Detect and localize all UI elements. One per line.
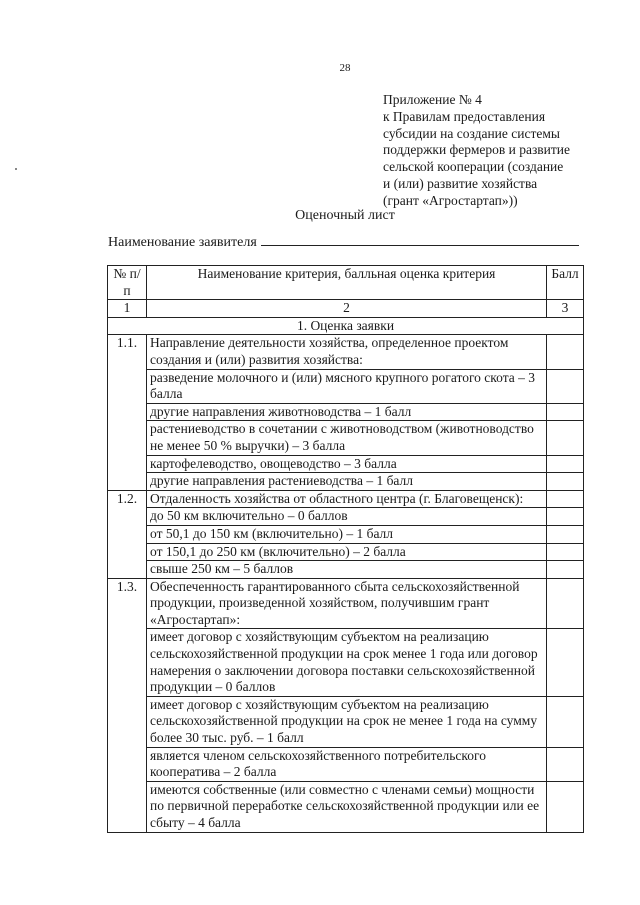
option-text: растениеводство в сочетании с животноводством (животноводство не менее 50 % выручки) – 3 балла <box>147 421 547 455</box>
applicant-blank-line <box>261 233 579 246</box>
score-cell[interactable] <box>547 508 584 526</box>
option-text: является членом сельскохозяйственного потребительского кооператива – 2 балла <box>147 747 547 781</box>
column-number-row <box>108 300 584 318</box>
score-cell[interactable] <box>547 455 584 473</box>
section-title: 1. Оценка заявки <box>108 317 584 335</box>
option-text: от 50,1 до 150 км (включительно) – 1 балл <box>147 525 547 543</box>
option-text: разведение молочного и (или) мясного крупного рогатого скота – 3 балла <box>147 369 547 403</box>
score-cell[interactable] <box>547 696 584 747</box>
option-row <box>108 421 584 455</box>
option-row <box>108 455 584 473</box>
score-cell[interactable] <box>547 525 584 543</box>
option-row <box>108 747 584 781</box>
score-cell[interactable] <box>547 369 584 403</box>
annex-line: Приложение № 4 <box>383 92 482 107</box>
score-cell[interactable] <box>547 629 584 696</box>
criterion-row <box>108 335 584 369</box>
annex-line: субсидии на создание системы <box>383 125 560 141</box>
score-cell[interactable] <box>547 747 584 781</box>
score-cell[interactable] <box>547 403 584 421</box>
score-cell[interactable] <box>547 490 584 508</box>
col-number: 3 <box>547 300 584 318</box>
annex-line: к Правилам предоставления <box>383 108 546 124</box>
header-row <box>108 266 584 300</box>
criterion-number: 1.3. <box>108 578 147 832</box>
option-text: имеет договор с хозяйствующим субъектом на реализацию сельскохозяйственной продукции на срок не менее 1 года на сумму более 30 тыс. руб. – 1 балл <box>147 696 547 747</box>
document-title: Оценочный лист <box>295 208 395 223</box>
score-cell[interactable] <box>547 578 584 629</box>
annex-header <box>383 92 570 210</box>
applicant-label: Наименование заявителя <box>108 235 257 250</box>
page-number: 28 <box>339 62 351 74</box>
criterion-row <box>108 578 584 629</box>
option-row <box>108 629 584 696</box>
criterion-row <box>108 490 584 508</box>
option-row <box>108 369 584 403</box>
col-number: 1 <box>108 300 147 318</box>
annex-line: и (или) развитие хозяйства <box>383 175 538 191</box>
option-row <box>108 403 584 421</box>
option-row <box>108 781 584 832</box>
score-cell[interactable] <box>547 335 584 369</box>
option-row <box>108 525 584 543</box>
option-text: имеет договор с хозяйствующим субъектом на реализацию сельскохозяйственной продукции на срок менее 1 года или договор намерения о заключении договора поставки сельскохозяйственной продукции – 0 баллов <box>147 629 547 696</box>
criterion-number: 1.2. <box>108 490 147 578</box>
option-row <box>108 696 584 747</box>
option-text: другие направления животноводства – 1 балл <box>147 403 547 421</box>
criterion-title: Отдаленность хозяйства от областного центра (г. Благовещенск): <box>147 490 547 508</box>
option-row <box>108 473 584 491</box>
col-number: 2 <box>147 300 547 318</box>
header-criterion: Наименование критерия, балльная оценка критерия <box>147 266 547 300</box>
score-cell[interactable] <box>547 473 584 491</box>
option-row <box>108 561 584 579</box>
option-text: картофелеводство, овощеводство – 3 балла <box>147 455 547 473</box>
score-cell[interactable] <box>547 561 584 579</box>
option-text: до 50 км включительно – 0 баллов <box>147 508 547 526</box>
scan-speck <box>15 168 17 170</box>
option-text: имеются собственные (или совместно с членами семьи) мощности по первичной переработке сельскохозяйственной продукции или ее сбыту – 4 балла <box>147 781 547 832</box>
header-score: Балл <box>547 266 584 300</box>
option-row <box>108 543 584 561</box>
criteria-table <box>107 265 584 833</box>
score-cell[interactable] <box>547 781 584 832</box>
option-text: свыше 250 км – 5 баллов <box>147 561 547 579</box>
score-cell[interactable] <box>547 421 584 455</box>
option-row <box>108 508 584 526</box>
section-row <box>108 317 584 335</box>
annex-line: сельской кооперации (создание <box>383 159 564 175</box>
option-text: от 150,1 до 250 км (включительно) – 2 балла <box>147 543 547 561</box>
applicant-field <box>108 233 579 251</box>
score-cell[interactable] <box>547 543 584 561</box>
criterion-title: Обеспеченность гарантированного сбыта сельскохозяйственной продукции, произведенной хозяйством, получившим грант «Агростартап»: <box>147 578 547 629</box>
option-text: другие направления растениеводства – 1 балл <box>147 473 547 491</box>
header-num: № п/п <box>108 266 147 300</box>
annex-line: (грант «Агростартап»)) <box>383 192 518 208</box>
criterion-number: 1.1. <box>108 335 147 490</box>
annex-line: поддержки фермеров и развитие <box>383 142 571 158</box>
criterion-title: Направление деятельности хозяйства, определенное проектом создания и (или) развития хозяйства: <box>147 335 547 369</box>
